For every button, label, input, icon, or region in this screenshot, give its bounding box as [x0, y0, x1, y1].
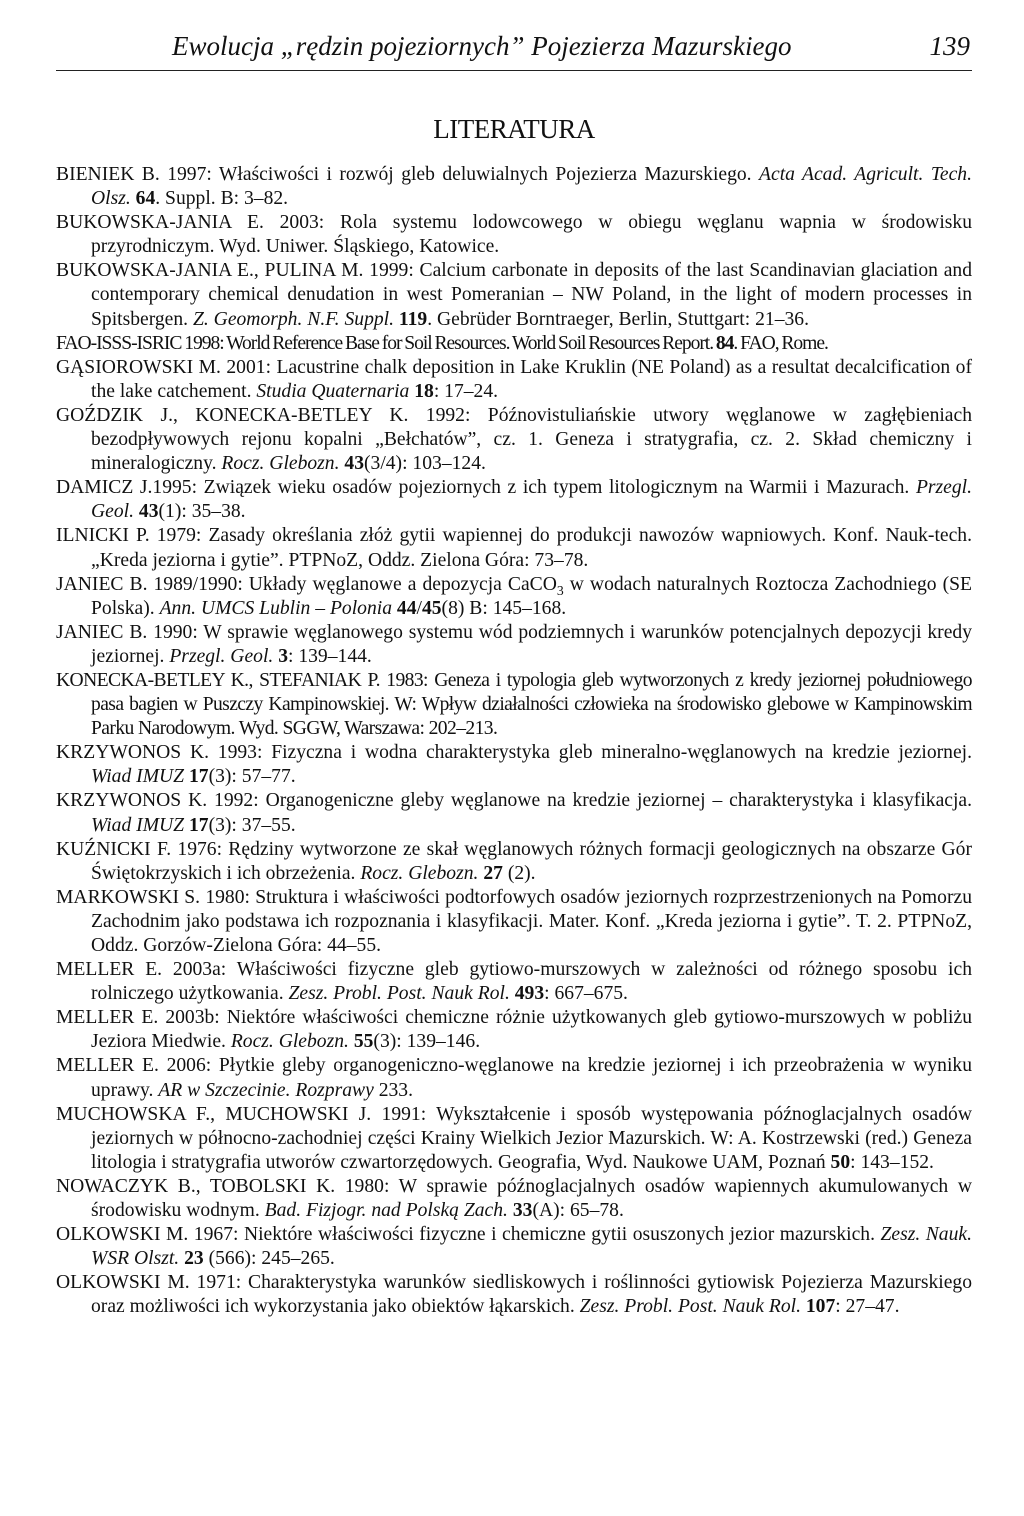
reference-volume: 50: [830, 1151, 851, 1173]
section-title: LITERATURA: [433, 114, 595, 144]
reference-text: BUKOWSKA-JANIA E. 2003: Rola systemu lodowcowego w obiegu węglanu wapnia w środowisku przyrodniczym. Wyd. Uniwer. Śląskiego, Katowice.: [56, 212, 972, 258]
reference-item: [56, 669, 972, 741]
reference-item: [56, 886, 972, 958]
reference-text: ILNICKI P. 1979: Zasady określania złóż gytii wapiennej do produkcji nawozów wapniowych. Konf. Nauk-tech. „Kreda jeziorna i gytie”. PTPNoZ, Oddz. Zielona Góra: 73–78.: [56, 525, 972, 571]
reference-text: BIENIEK B. 1997: Właściwości i rozwój gleb deluwialnych Pojezierza Mazurskiego.: [56, 164, 760, 185]
reference-text: (3): 139–146.: [373, 1031, 481, 1053]
reference-item: [56, 332, 972, 356]
reference-journal: Rocz. Glebozn.: [360, 862, 479, 884]
reference-text: : 139–144.: [288, 645, 372, 667]
reference-journal: Wiad IMUZ: [91, 814, 185, 836]
reference-text: OLKOWSKI M. 1967: Niektóre właściwości fizyczne i chemiczne gytii osuszonych jezior mazurskich.: [56, 1224, 881, 1246]
reference-text: MARKOWSKI S. 1980: Struktura i właściwości podtorfowych osadów jeziornych rozprzestrzenionych na Pomorzu Zachodnim jako podstawa ich rozpoznania i klasyfikacji. Mater. Konf. „Kreda jeziorna i gytie”. T. 2. PTPNoZ, Oddz. Gorzów-Zielona Góra: 44–55.: [56, 886, 972, 956]
reference-volume: 45: [421, 597, 442, 619]
reference-item: [56, 356, 972, 404]
reference-text: KRZYWONOS K. 1992: Organogeniczne gleby węglanowe na kredzie jeziornej – charakterystyka i klasyfikacja.: [56, 790, 972, 812]
reference-journal: Z. Geomorph. N.F. Suppl.: [192, 308, 395, 330]
reference-text: JANIEC B. 1990: W sprawie węglanowego systemu wód podziemnych i warunków potencjalnych depozycji kredy jeziornej.: [56, 621, 972, 667]
reference-item: [56, 211, 972, 259]
reference-journal: AR w Szczecinie. Rozprawy: [158, 1079, 374, 1101]
reference-journal: Acta Acad. Agricult. Tech. Olsz.: [91, 164, 973, 210]
reference-text: MELLER E. 2006: Płytkie gleby organogeniczno-węglanowe na kredzie jeziornej i ich przeobrażenia w wyniku uprawy.: [56, 1055, 972, 1101]
reference-volume: 107: [805, 1296, 836, 1318]
reference-text: /: [416, 597, 422, 619]
reference-text: : 27–47.: [835, 1296, 900, 1318]
reference-journal: Zesz. Probl. Post. Nauk Rol.: [579, 1296, 801, 1318]
reference-text: : 17–24.: [433, 380, 499, 402]
reference-item: [56, 621, 972, 669]
reference-volume: 43: [344, 453, 364, 475]
reference-volume: 27: [483, 862, 503, 884]
reference-text: KRZYWONOS K. 1993: Fizyczna i wodna charakterystyka gleb mineralno-węglanowych na kredzie jeziornej.: [56, 742, 972, 764]
reference-text: (2).: [502, 862, 536, 884]
reference-text: (3/4): 103–124.: [364, 453, 486, 475]
reference-volume: 119: [398, 308, 428, 330]
reference-journal: Przegl. Geol.: [169, 645, 274, 667]
reference-text: GOŹDZIK J., KONECKA-BETLEY K. 1992: Późnovistuliańskie utwory węglanowe w zagłębieniach bezodpływowych rejonu kopalni „Bełchatów”, cz. 1. Geneza i stratygrafia, cz. 2. Skład chemiczny i mineralogiczny.: [56, 404, 972, 475]
reference-text: (3): 57–77.: [208, 766, 296, 788]
reference-item: [56, 1271, 972, 1319]
reference-text: . Suppl. B: 3–82.: [155, 188, 289, 210]
reference-list: [56, 163, 972, 1320]
running-title: Ewolucja „rędzin pojeziornych” Pojezierza Mazurskiego: [172, 31, 792, 61]
reference-journal: Zesz. Probl. Post. Nauk Rol.: [288, 983, 510, 1005]
reference-item: [56, 838, 972, 886]
reference-text: : 143–152.: [850, 1151, 934, 1173]
reference-text: OLKOWSKI M. 1971: Charakterystyka warunków siedliskowych i roślinności gytiowisk Pojezierza Mazurskiego oraz możliwości ich wykorzystania jako obiektów łąkarskich.: [56, 1272, 972, 1318]
reference-text: . Gebrüder Borntraeger, Berlin, Stuttgart: 21–36.: [427, 308, 809, 330]
reference-journal: Rocz. Glebozn.: [230, 1031, 349, 1053]
running-header: [56, 28, 972, 71]
reference-text: KUŹNICKI F. 1976: Rędziny wytworzone ze skał węglanowych różnych formacji geologicznych na obszarze Gór Świętokrzyskich i ich obrzeżenia.: [56, 838, 972, 884]
reference-volume: 18: [414, 380, 434, 402]
reference-volume: 23: [184, 1248, 204, 1270]
reference-text: MUCHOWSKA F., MUCHOWSKI J. 1991: Wykształcenie i sposób występowania późnoglacjalnych osadów jeziornych w północno-zachodniej części Krainy Wielkich Jezior Mazurskich. W: A. Kostrzewski (red.) Geneza litologia i stratygrafia utworów czwartorzędowych. Geografia, Wyd. Naukowe UAM, Poznań: [56, 1103, 972, 1173]
reference-text: MELLER E. 2003b: Niektóre właściwości chemiczne różnie użytkowanych gleb gytiowo-murszowych w pobliżu Jeziora Miedwie.: [56, 1007, 972, 1053]
reference-text: BUKOWSKA-JANIA E., PULINA M. 1999: Calcium carbonate in deposits of the last Scandinavian glaciation and contemporary chemical denudation in west Pomeranian – NW Poland, in the light of modern processes in Spitsbergen.: [56, 260, 972, 330]
reference-volume: 84: [715, 332, 734, 354]
reference-text: GĄSIOROWSKI M. 2001: Lacustrine chalk deposition in Lake Kruklin (NE Poland) as a resultat decalcification of the lake catchement.: [56, 356, 972, 402]
reference-text: NOWACZYK B., TOBOLSKI K. 1980: W sprawie późnoglacjalnych osadów wapiennych akumulowanych w środowisku wodnym.: [56, 1175, 972, 1222]
reference-volume: 33: [512, 1200, 533, 1222]
reference-journal: Rocz. Glebozn.: [221, 453, 340, 475]
reference-item: [56, 573, 972, 621]
reference-text: w wodach naturalnych Roztocza Zachodniego (SE Polska).: [91, 573, 972, 619]
reference-volume: 43: [138, 501, 159, 523]
reference-volume: 17: [188, 766, 209, 788]
reference-text: (1): 35–38.: [158, 501, 246, 523]
reference-item: [56, 259, 972, 331]
reference-text: (8) B: 145–168.: [441, 597, 567, 619]
reference-text: (566): 245–265.: [203, 1248, 335, 1270]
reference-text: (3): 37–55.: [208, 814, 296, 836]
reference-journal: Ann. UMCS Lublin – Polonia: [159, 597, 392, 619]
reference-item: [56, 789, 972, 837]
reference-journal: Studia Quaternaria: [256, 380, 410, 402]
reference-item: [56, 1103, 972, 1175]
reference-volume: 17: [188, 814, 209, 836]
reference-text: DAMICZ J.1995: Związek wieku osadów pojeziornych z ich typem litologicznym na Warmii i Mazurach.: [56, 477, 916, 499]
reference-text: FAO-ISSS-ISRIC 1998: World Reference Base for Soil Resources. World Soil Resources Report.: [56, 332, 716, 354]
reference-text: 3: [556, 582, 564, 598]
reference-journal: Bad. Fizjogr. nad Polską Zach.: [264, 1200, 508, 1222]
reference-text: JANIEC B. 1989/1990: Układy węglanowe a depozycja CaCO: [56, 573, 557, 595]
page-number: 139: [929, 31, 970, 61]
reference-volume: 493: [514, 983, 545, 1005]
reference-volume: 44: [396, 597, 417, 619]
reference-item: [56, 404, 972, 476]
reference-item: [56, 1223, 972, 1271]
reference-journal: Zesz. Nauk. WSR Olszt.: [91, 1224, 972, 1270]
reference-volume: 64: [135, 188, 156, 210]
reference-item: [56, 958, 972, 1006]
reference-volume: 3: [278, 645, 288, 667]
reference-item: [56, 524, 972, 572]
reference-item: [56, 1054, 972, 1102]
reference-item: [56, 163, 972, 211]
reference-journal: Wiad IMUZ: [91, 766, 185, 788]
reference-text: . FAO, Rome.: [733, 332, 828, 354]
reference-text: 233.: [373, 1079, 413, 1101]
reference-text: MELLER E. 2003a: Właściwości fizyczne gleb gytiowo-murszowych w zależności od różnego sposobu ich rolniczego użytkowania.: [56, 959, 972, 1005]
reference-item: [56, 1175, 972, 1223]
reference-journal: Przegl. Geol.: [91, 477, 972, 523]
reference-text: : 667–675.: [544, 983, 628, 1005]
reference-item: [56, 476, 972, 524]
reference-text: (A): 65–78.: [532, 1200, 624, 1222]
reference-volume: 55: [353, 1031, 374, 1053]
reference-item: [56, 741, 972, 789]
reference-item: [56, 1006, 972, 1054]
reference-text: KONECKA-BETLEY K., STEFANIAK P. 1983: Geneza i typologia gleb wytworzonych z kredy jeziornej południowego pasa bagien w Puszczy Kampinowskiej. W: Wpływ działalności człowieka na środowisko glebowe w Kampinowskim Parku Narodowym. Wyd. SGGW, Warszawa: 202–213.: [56, 669, 972, 740]
